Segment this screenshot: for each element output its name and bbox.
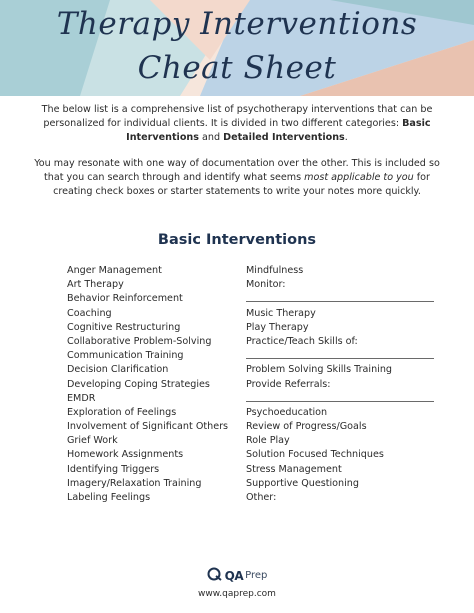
intro-p2-italic: most applicable to you bbox=[304, 172, 414, 183]
header-banner bbox=[0, 0, 474, 96]
monitor-blank-line-row bbox=[246, 292, 442, 306]
title-line-1: Therapy Interventions bbox=[56, 6, 418, 42]
left-interventions-list bbox=[67, 264, 242, 505]
list-item: Supportive Questioning bbox=[246, 477, 359, 489]
list-item: Provide Referrals: bbox=[246, 378, 331, 390]
skills-blank-line-row bbox=[246, 349, 442, 363]
list-item: Practice/Teach Skills of: bbox=[246, 335, 358, 347]
list-item: Coaching bbox=[67, 307, 112, 319]
list-item: Cognitive Restructuring bbox=[67, 321, 181, 333]
list-item: EMDR bbox=[67, 392, 96, 404]
intro-p1-bold-basic: Basic Interventions bbox=[126, 118, 431, 143]
intro-p2-text-end: for creating check boxes or starter statements to write your notes more quickly. bbox=[53, 172, 430, 197]
referrals-blank-line-row bbox=[246, 392, 442, 406]
list-item: Collaborative Problem-Solving bbox=[67, 335, 212, 347]
logo-qa-text: QA bbox=[224, 568, 244, 583]
right-interventions-list bbox=[246, 264, 442, 505]
list-item: Psychoeducation bbox=[246, 406, 328, 418]
list-item: Role Play bbox=[246, 435, 290, 447]
list-item: Grief Work bbox=[67, 435, 118, 447]
list-item: Mindfulness bbox=[246, 265, 304, 276]
list-item: Labeling Feelings bbox=[67, 492, 151, 503]
monitor-blank-line[interactable] bbox=[246, 292, 434, 302]
list-item: Monitor: bbox=[246, 279, 286, 291]
intro-paragraph-1 bbox=[26, 103, 448, 145]
list-item: Decision Clarification bbox=[67, 364, 169, 376]
list-item: Identifying Triggers bbox=[67, 463, 160, 475]
logo-prep-text: Prep bbox=[245, 570, 268, 581]
title-line-2: Cheat Sheet bbox=[137, 50, 337, 86]
list-item: Review of Progress/Goals bbox=[246, 421, 367, 433]
list-item: Imagery/Relaxation Training bbox=[67, 477, 202, 489]
referrals-blank-line[interactable] bbox=[246, 392, 434, 402]
intro-paragraph-2 bbox=[26, 157, 448, 199]
list-item: Music Therapy bbox=[246, 307, 316, 319]
intro-p1-bold-detailed: Detailed Interventions bbox=[223, 132, 345, 143]
intro-p1-and: and bbox=[198, 132, 224, 143]
list-item: Play Therapy bbox=[246, 321, 309, 333]
footer bbox=[0, 566, 474, 599]
list-item: Developing Coping Strategies bbox=[67, 378, 210, 390]
list-item: Communication Training bbox=[67, 350, 184, 362]
list-item: Solution Focused Techniques bbox=[246, 449, 384, 461]
website-url[interactable]: www.qaprep.com bbox=[198, 589, 276, 599]
list-item: Homework Assignments bbox=[67, 449, 184, 461]
intro-p1-text-end: . bbox=[344, 132, 348, 143]
list-item: Art Therapy bbox=[67, 279, 124, 291]
intro-p2-text-start: You may resonate with one way of documentation over the other. This is included so that you can search through and identify what seems bbox=[34, 158, 440, 183]
list-item: Problem Solving Skills Training bbox=[246, 364, 393, 376]
list-item: Anger Management bbox=[67, 265, 162, 276]
list-item: Stress Management bbox=[246, 463, 342, 475]
intro-p1-text-start: The below list is a comprehensive list of psychotherapy interventions that can be personalized for individual clients. It is divided in two different categories: bbox=[41, 104, 433, 129]
section-heading-basic-interventions: Basic Interventions bbox=[157, 232, 317, 248]
list-item: Behavior Reinforcement bbox=[67, 293, 183, 305]
list-item: Exploration of Feelings bbox=[67, 406, 177, 418]
qaprep-logo-icon bbox=[207, 567, 223, 584]
skills-blank-line[interactable] bbox=[246, 349, 434, 359]
list-item: Involvement of Significant Others bbox=[67, 421, 229, 433]
qaprep-logo[interactable] bbox=[207, 567, 268, 584]
list-item: Other: bbox=[246, 492, 277, 503]
